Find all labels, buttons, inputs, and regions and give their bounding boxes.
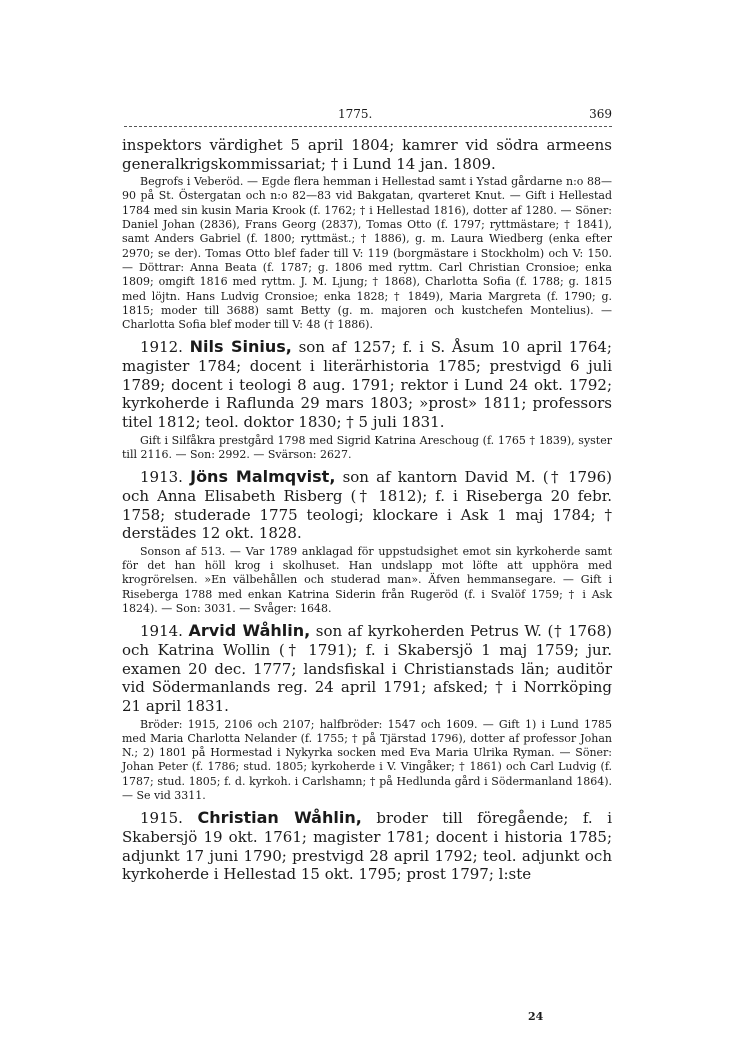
header-year: 1775.: [338, 107, 373, 121]
entry-name: Jöns Malmqvist,: [190, 467, 336, 487]
entry-1915: [122, 808, 612, 884]
entry-name: Christian Wåhlin,: [197, 808, 362, 828]
entry-1913: [122, 467, 612, 616]
entry-text: son af kantorn David M. († 1796) och Anna Elisabeth Risberg († 1812); f. i Riseberga 20 febr. 1758; studerade 1775 teologi; klockare i Ask 1 maj 1784; † derstädes 12 okt. 1828.: [122, 468, 612, 543]
entry-1912: [122, 337, 612, 462]
entry-text: son af 1257; f. i S. Åsum 10 april 1764; magister 1784; docent i literärhistoria 1785; prestvigd 6 juli 1789; docent i teologi 8 aug. 1791; rektor i Lund 24 okt. 1792; kyrkoherde i Raflunda 29 mars 1803; »prost» 1811; professors titel 1812; teol. doktor 1830; † 5 juli 1831.: [122, 338, 612, 432]
entry-note: Gift i Silfåkra prestgård 1798 med Sigrid Katrina Areschoug (f. 1765 † 1839), syster till 2116. — Son: 2992. — Svärson: 2627.: [122, 433, 612, 461]
entry-name: Arvid Wåhlin,: [188, 621, 311, 641]
entry-number: 1913.: [140, 468, 183, 487]
page-number: 369: [589, 107, 612, 121]
signature-mark: 24: [528, 1010, 544, 1023]
entry-number: 1912.: [140, 338, 183, 357]
entry-note: Sonson af 513. — Var 1789 anklagad för uppstudsighet emot sin kyrkoherde samt för det han höll krog i skolhuset. Han undslapp mot löfte att upphöra med krogrörelsen. »En välbehållen och studerad man». Äfven hemmansegare. — Gift i Riseberga 1788 med enkan Katrina Siderin från Rugeröd (f. i Svalöf 1759; † i Ask 1824). — Son: 3031. — Svåger: 1648.: [122, 544, 612, 616]
continuation-note: Begrofs i Veberöd. — Egde flera hemman i Hellestad samt i Ystad gårdarne n:o 88—90 på St. Östergatan och n:o 82—83 vid Bakgatan, qvarteret Knut. — Gift i Hellestad 1784 med sin kusin Maria Krook (f. 1762; † i Hellestad 1816), dotter af 1280. — Söner: Daniel Johan (2836), Frans Georg (2837), Tomas Otto (f. 1797; ryttmästare; † 1841), samt Anders Gabriel (f. 1800; ryttmäst.; † 1886), g. m. Laura Wiedberg (enka efter 2970; se der). Tomas Otto blef fader till V: 119 (borgmästare i Stockholm) och V: 150. — Döttrar: Anna Beata (f. 1787; g. 1806 med ryttm. Carl Christian Cronsioe; enka 1809; omgift 1816 med ryttm. J. M. Ljung; † 1868), Charlotta Sofia (f. 1788; g. 1815 med löjtn. Hans Ludvig Cronsioe; enka 1828; † 1849), Maria Margreta (f. 1790; g. 1815; moder till 3688) samt Betty (g. m. majoren och kustchefen Montelius). — Charlotta Sofia blef moder till V: 48 († 1886).: [122, 175, 612, 332]
entry-text: broder till föregående; f. i Skabersjö 19 okt. 1761; magister 1781; docent i historia 1785; adjunkt 17 juni 1790; prestvigd 28 april 1792; teol. adjunkt och kyrkoherde i Hellestad 15 okt. 1795; prost 1797; l:ste: [122, 809, 612, 884]
continuation-text: inspektors värdighet 5 april 1804; kamrer vid södra armeens generalkrigskommissariat; † i Lund 14 jan. 1809.: [122, 136, 612, 173]
running-header: [124, 104, 612, 127]
page-body: [122, 136, 612, 884]
entry-text: son af kyrkoherden Petrus W. († 1768) och Katrina Wollin († 1791); f. i Skabersjö 1 maj 1759; jur. examen 20 dec. 1777; landsfiskal i Christianstads län; auditör vid Södermanlands reg. 24 april 1791; afsked; † i Norrköping 21 april 1831.: [122, 622, 612, 715]
entry-name: Nils Sinius,: [189, 337, 292, 357]
entry-number: 1914.: [140, 622, 183, 641]
entry-1914: [122, 621, 612, 803]
entry-note: Bröder: 1915, 2106 och 2107; halfbröder: 1547 och 1609. — Gift 1) i Lund 1785 med Maria Charlotta Nelander (f. 1755; † på Tjärstad 1796), dotter af professor Johan N.; 2) 1801 på Hormestad i Nykyrka socken med Eva Maria Ulrika Ryman. — Söner: Johan Peter (f. 1786; stud. 1805; kyrkoherde i V. Vingåker; † 1861) och Carl Ludvig (f. 1787; stud. 1805; f. d. kyrkoh. i Carlshamn; † på Hedlunda gård i Södermanland 1864). — Se vid 3311.: [122, 717, 612, 803]
entry-number: 1915.: [140, 809, 183, 828]
